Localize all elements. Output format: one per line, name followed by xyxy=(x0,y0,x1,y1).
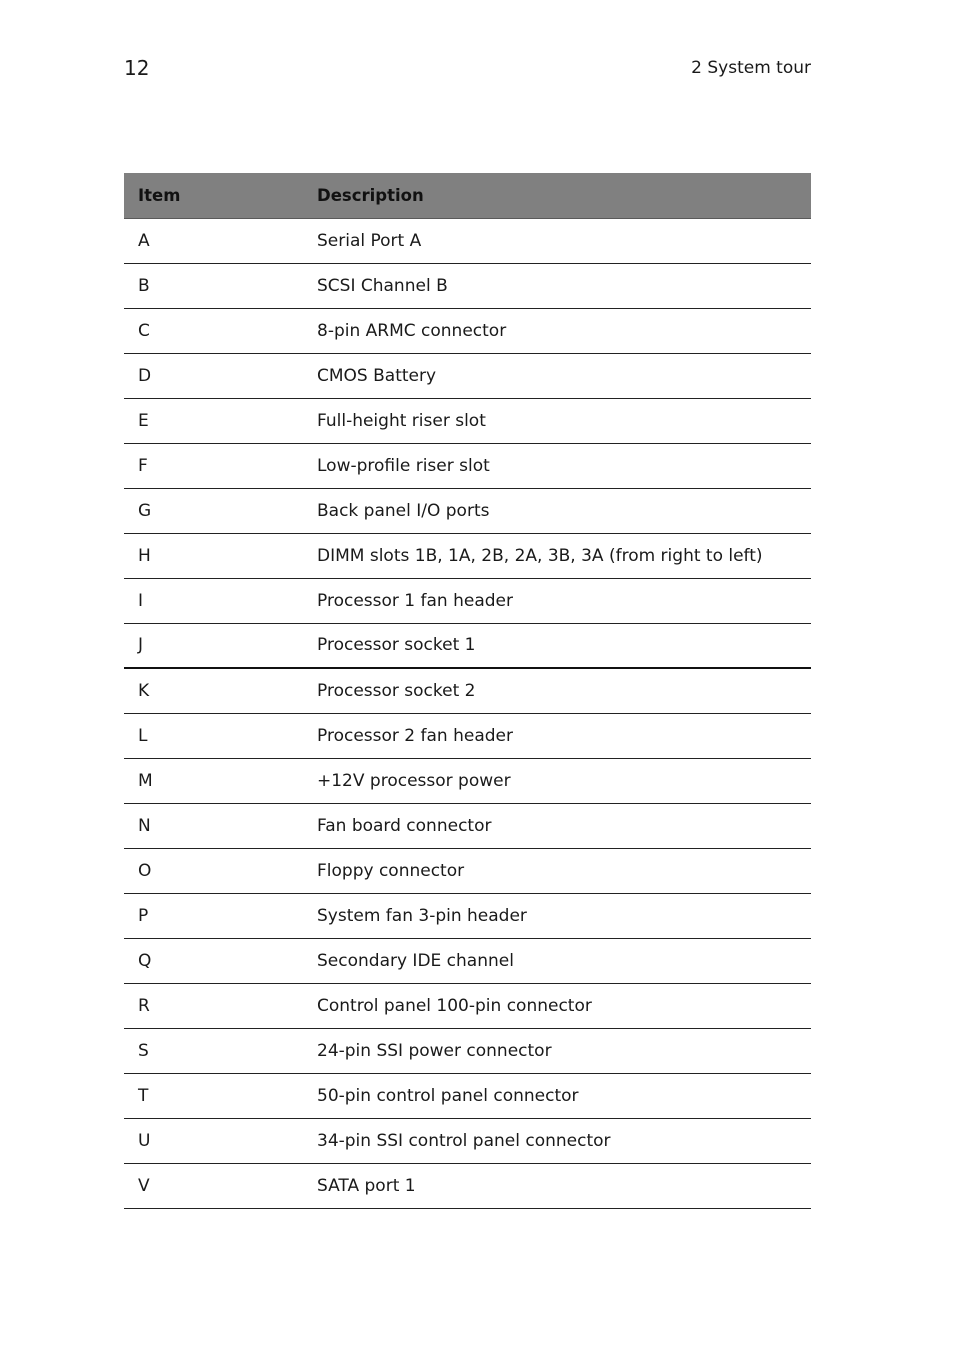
item-cell: Q xyxy=(124,938,317,983)
table-row xyxy=(124,533,811,578)
description-cell: CMOS Battery xyxy=(317,353,811,398)
table-row xyxy=(124,803,811,848)
component-table xyxy=(124,173,811,1209)
table-row xyxy=(124,1118,811,1163)
table-row xyxy=(124,578,811,623)
item-cell: A xyxy=(124,218,317,263)
table-header-row xyxy=(124,173,811,218)
table-row xyxy=(124,1073,811,1118)
description-cell: Secondary IDE channel xyxy=(317,938,811,983)
description-cell: Processor socket 2 xyxy=(317,668,811,713)
item-cell: S xyxy=(124,1028,317,1073)
item-cell: G xyxy=(124,488,317,533)
description-cell: 24-pin SSI power connector xyxy=(317,1028,811,1073)
description-cell: DIMM slots 1B, 1A, 2B, 2A, 3B, 3A (from right to left) xyxy=(317,533,811,578)
table-row xyxy=(124,308,811,353)
item-cell: D xyxy=(124,353,317,398)
item-cell: H xyxy=(124,533,317,578)
item-cell: T xyxy=(124,1073,317,1118)
description-cell: System fan 3-pin header xyxy=(317,893,811,938)
chapter-title: 2 System tour xyxy=(691,58,811,78)
description-cell: Floppy connector xyxy=(317,848,811,893)
item-cell: C xyxy=(124,308,317,353)
item-cell: E xyxy=(124,398,317,443)
table-row xyxy=(124,893,811,938)
table-row xyxy=(124,848,811,893)
item-cell: M xyxy=(124,758,317,803)
table-row xyxy=(124,623,811,668)
column-header-item: Item xyxy=(124,173,317,218)
table-row xyxy=(124,713,811,758)
item-cell: V xyxy=(124,1163,317,1208)
item-cell: J xyxy=(124,623,317,668)
table-row xyxy=(124,263,811,308)
table-row xyxy=(124,938,811,983)
description-cell: Fan board connector xyxy=(317,803,811,848)
item-cell: U xyxy=(124,1118,317,1163)
item-cell: O xyxy=(124,848,317,893)
item-cell: B xyxy=(124,263,317,308)
item-cell: R xyxy=(124,983,317,1028)
table-row xyxy=(124,1028,811,1073)
description-cell: Control panel 100-pin connector xyxy=(317,983,811,1028)
item-cell: I xyxy=(124,578,317,623)
description-cell: Back panel I/O ports xyxy=(317,488,811,533)
item-cell: K xyxy=(124,668,317,713)
description-cell: 34-pin SSI control panel connector xyxy=(317,1118,811,1163)
table-row xyxy=(124,488,811,533)
table-row xyxy=(124,758,811,803)
description-cell: 50-pin control panel connector xyxy=(317,1073,811,1118)
item-cell: F xyxy=(124,443,317,488)
description-cell: SATA port 1 xyxy=(317,1163,811,1208)
description-cell: Processor 1 fan header xyxy=(317,578,811,623)
item-cell: N xyxy=(124,803,317,848)
table-row xyxy=(124,1163,811,1208)
table-row xyxy=(124,668,811,713)
description-cell: Processor socket 1 xyxy=(317,623,811,668)
item-cell: P xyxy=(124,893,317,938)
table-row xyxy=(124,443,811,488)
description-cell: Low-profile riser slot xyxy=(317,443,811,488)
description-cell: Full-height riser slot xyxy=(317,398,811,443)
page-number: 12 xyxy=(124,56,150,80)
table-row xyxy=(124,218,811,263)
table-row xyxy=(124,983,811,1028)
column-header-description: Description xyxy=(317,173,811,218)
description-cell: 8-pin ARMC connector xyxy=(317,308,811,353)
description-cell: SCSI Channel B xyxy=(317,263,811,308)
table-row xyxy=(124,398,811,443)
table-row xyxy=(124,353,811,398)
item-cell: L xyxy=(124,713,317,758)
description-cell: Serial Port A xyxy=(317,218,811,263)
description-cell: Processor 2 fan header xyxy=(317,713,811,758)
description-cell: +12V processor power xyxy=(317,758,811,803)
